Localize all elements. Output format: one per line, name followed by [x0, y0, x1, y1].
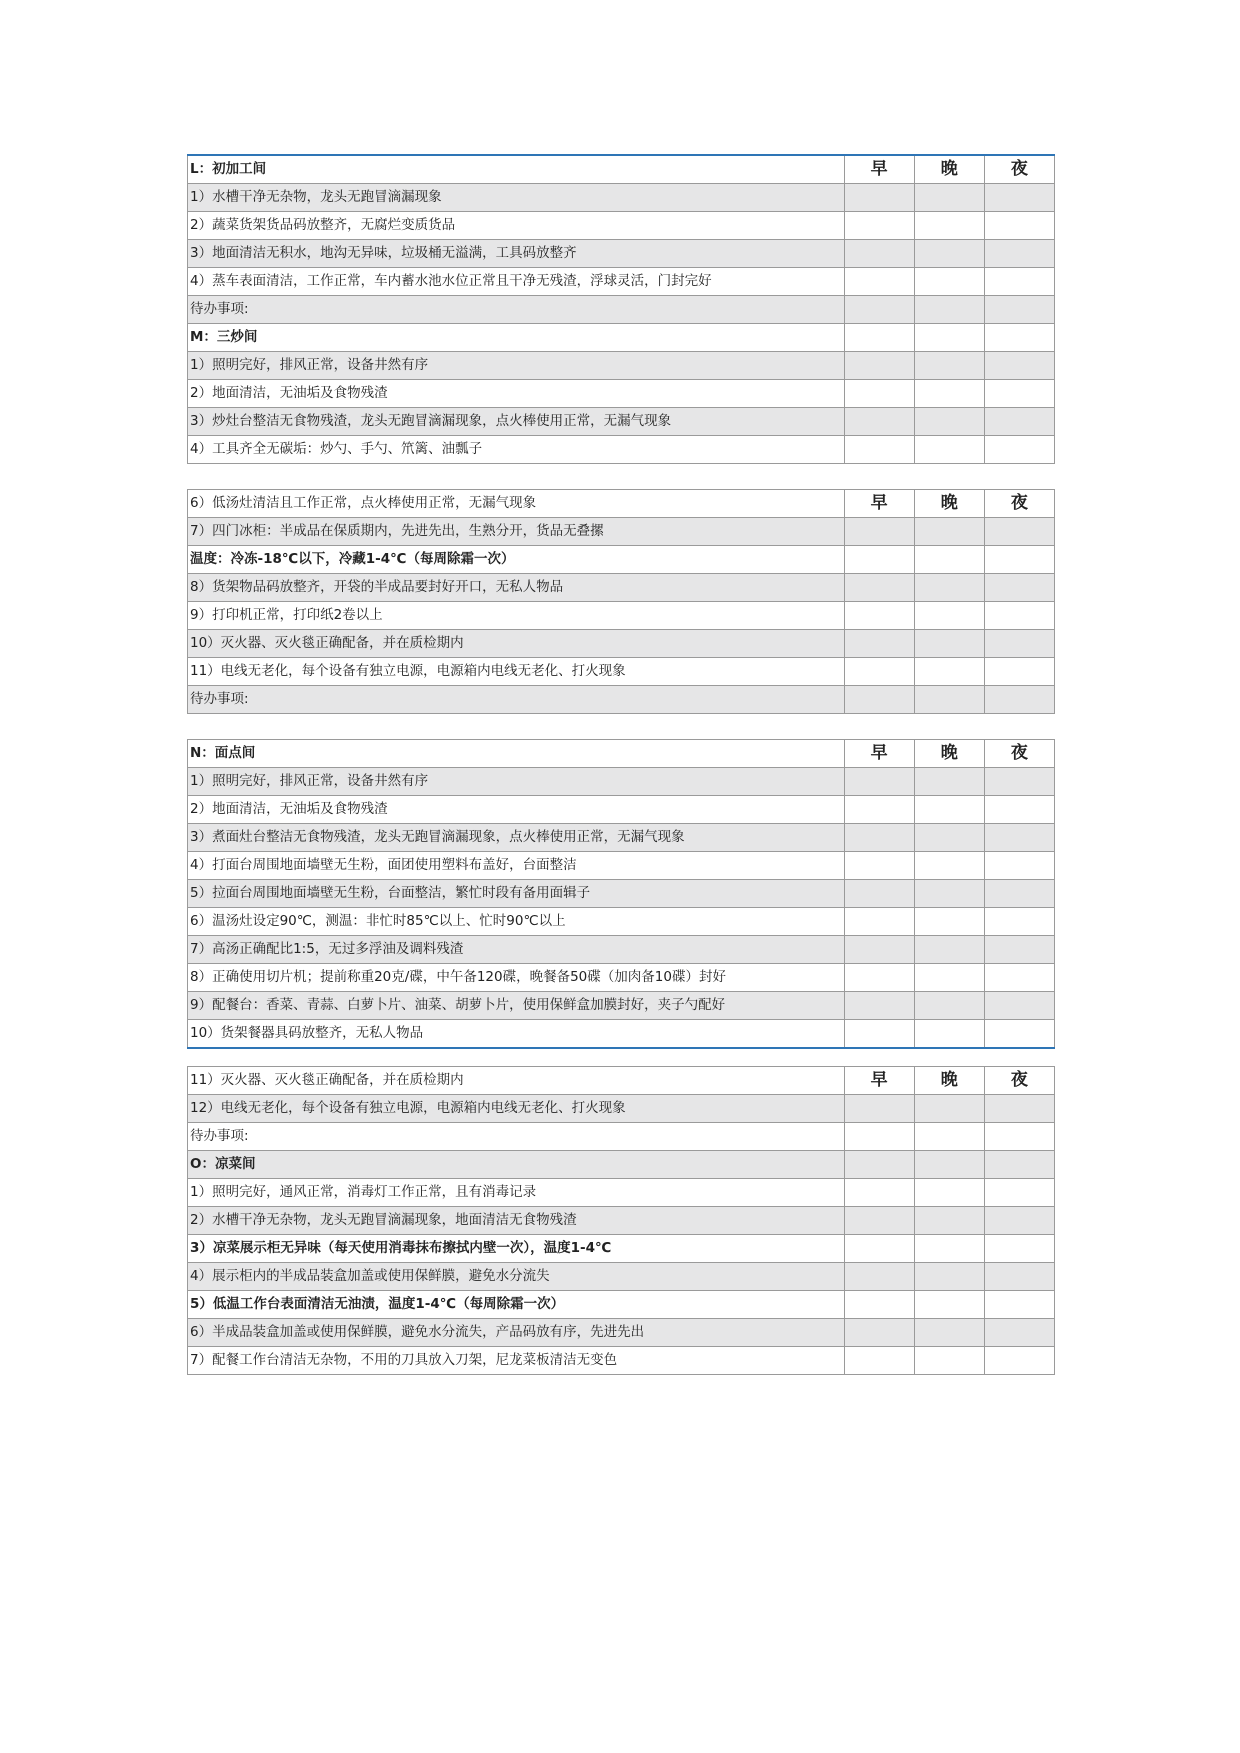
shift-check-cell[interactable]: [984, 908, 1054, 936]
table-row: [188, 296, 1055, 324]
table-row: [188, 1179, 1055, 1207]
shift-check-cell[interactable]: [844, 574, 914, 602]
shift-check-cell[interactable]: [844, 768, 914, 796]
checklist-item-label: O：凉菜间: [188, 1151, 845, 1179]
shift-check-cell[interactable]: [984, 658, 1054, 686]
shift-check-cell[interactable]: [984, 268, 1054, 296]
table-header-row: [188, 490, 1055, 518]
table-row: [188, 880, 1055, 908]
shift-header: 晚: [914, 490, 984, 518]
checklist-table-l-m: [187, 154, 1055, 464]
shift-check-cell[interactable]: [844, 184, 914, 212]
shift-check-cell[interactable]: [914, 908, 984, 936]
shift-check-cell[interactable]: [844, 546, 914, 574]
shift-check-cell[interactable]: [914, 1291, 984, 1319]
shift-check-cell[interactable]: [844, 518, 914, 546]
shift-check-cell[interactable]: [844, 1319, 914, 1347]
checklist-item-label: 9）配餐台：香菜、青蒜、白萝卜片、油菜、胡萝卜片，使用保鲜盒加膜封好，夹子勺配好: [188, 992, 845, 1020]
section-heading: L：初加工间: [188, 155, 845, 184]
shift-check-cell[interactable]: [914, 658, 984, 686]
checklist-item-label: 3）煮面灶台整洁无食物残渣，龙头无跑冒滴漏现象，点火棒使用正常，无漏气现象: [188, 824, 845, 852]
shift-check-cell[interactable]: [984, 1319, 1054, 1347]
checklist-item-label: 4）蒸车表面清洁，工作正常，车内蓄水池水位正常且干净无残渣，浮球灵活，门封完好: [188, 268, 845, 296]
shift-check-cell[interactable]: [914, 1263, 984, 1291]
table-row: [188, 936, 1055, 964]
checklist-item-label: 2）地面清洁，无油垢及食物残渣: [188, 796, 845, 824]
checklist-item-label: 1）照明完好，通风正常，消毒灯工作正常，且有消毒记录: [188, 1179, 845, 1207]
shift-check-cell[interactable]: [914, 546, 984, 574]
shift-check-cell[interactable]: [914, 824, 984, 852]
shift-check-cell[interactable]: [984, 1095, 1054, 1123]
shift-check-cell[interactable]: [844, 686, 914, 714]
shift-check-cell[interactable]: [914, 630, 984, 658]
checklist-item-label: 温度：冷冻-18℃以下，冷藏1-4℃（每周除霜一次）: [188, 546, 845, 574]
checklist-item-label: 11）电线无老化，每个设备有独立电源，电源箱内电线无老化、打火现象: [188, 658, 845, 686]
shift-check-cell[interactable]: [844, 936, 914, 964]
shift-check-cell[interactable]: [984, 380, 1054, 408]
shift-check-cell[interactable]: [844, 852, 914, 880]
shift-check-cell[interactable]: [844, 964, 914, 992]
section-heading: N：面点间: [188, 740, 845, 768]
shift-check-cell[interactable]: [844, 240, 914, 268]
shift-check-cell[interactable]: [984, 796, 1054, 824]
checklist-table-m-cont: [187, 489, 1055, 714]
shift-check-cell[interactable]: [984, 1291, 1054, 1319]
checklist-item-label: 6）半成品装盒加盖或使用保鲜膜，避免水分流失，产品码放有序，先进先出: [188, 1319, 845, 1347]
shift-check-cell[interactable]: [914, 768, 984, 796]
checklist-item-label: 7）配餐工作台清洁无杂物，不用的刀具放入刀架，尼龙菜板清洁无变色: [188, 1347, 845, 1375]
shift-check-cell[interactable]: [844, 324, 914, 352]
checklist-item-label: 10）灭火器、灭火毯正确配备，并在质检期内: [188, 630, 845, 658]
checklist-item-label: 8）货架物品码放整齐，开袋的半成品要封好开口，无私人物品: [188, 574, 845, 602]
shift-check-cell[interactable]: [914, 380, 984, 408]
shift-check-cell[interactable]: [914, 1020, 984, 1049]
table-row: [188, 574, 1055, 602]
table-row: [188, 686, 1055, 714]
shift-check-cell[interactable]: [844, 992, 914, 1020]
checklist-item-label: 3）凉菜展示柜无异味（每天使用消毒抹布擦拭内壁一次），温度1-4℃: [188, 1235, 845, 1263]
shift-check-cell[interactable]: [984, 518, 1054, 546]
shift-check-cell[interactable]: [914, 408, 984, 436]
shift-check-cell[interactable]: [984, 936, 1054, 964]
shift-check-cell[interactable]: [844, 1123, 914, 1151]
shift-check-cell[interactable]: [984, 574, 1054, 602]
shift-check-cell[interactable]: [984, 352, 1054, 380]
table-row: [188, 1207, 1055, 1235]
table-row: [188, 796, 1055, 824]
shift-check-cell[interactable]: [984, 992, 1054, 1020]
table-row: [188, 1020, 1055, 1049]
shift-check-cell[interactable]: [914, 352, 984, 380]
shift-check-cell[interactable]: [984, 1179, 1054, 1207]
table-row: [188, 212, 1055, 240]
table-row: [188, 1123, 1055, 1151]
shift-check-cell[interactable]: [914, 964, 984, 992]
shift-check-cell[interactable]: [914, 268, 984, 296]
shift-check-cell[interactable]: [914, 796, 984, 824]
shift-check-cell[interactable]: [984, 324, 1054, 352]
table-row: [188, 852, 1055, 880]
shift-header: 夜: [984, 155, 1054, 184]
shift-check-cell[interactable]: [984, 1263, 1054, 1291]
checklist-table-n-o: [187, 1066, 1055, 1375]
checklist-item-label: 12）电线无老化，每个设备有独立电源，电源箱内电线无老化、打火现象: [188, 1095, 845, 1123]
shift-check-cell[interactable]: [844, 436, 914, 464]
shift-check-cell[interactable]: [914, 240, 984, 268]
shift-check-cell[interactable]: [914, 1151, 984, 1179]
shift-check-cell[interactable]: [914, 436, 984, 464]
checklist-item-label: 3）地面清洁无积水，地沟无异味，垃圾桶无溢满，工具码放整齐: [188, 240, 845, 268]
shift-check-cell[interactable]: [844, 1263, 914, 1291]
shift-check-cell[interactable]: [914, 1235, 984, 1263]
section-heading: 6）低汤灶清洁且工作正常，点火棒使用正常，无漏气现象: [188, 490, 845, 518]
shift-check-cell[interactable]: [984, 768, 1054, 796]
shift-check-cell[interactable]: [914, 880, 984, 908]
shift-check-cell[interactable]: [914, 1123, 984, 1151]
checklist-item-label: 2）水槽干净无杂物，龙头无跑冒滴漏现象，地面清洁无食物残渣: [188, 1207, 845, 1235]
shift-check-cell[interactable]: [844, 212, 914, 240]
shift-header: 早: [844, 740, 914, 768]
checklist-item-label: 4）打面台周围地面墙壁无生粉，面团使用塑料布盖好，台面整洁: [188, 852, 845, 880]
shift-check-cell[interactable]: [844, 296, 914, 324]
shift-header: 夜: [984, 1067, 1054, 1095]
shift-check-cell[interactable]: [914, 212, 984, 240]
shift-check-cell[interactable]: [844, 824, 914, 852]
checklist-item-label: 2）地面清洁，无油垢及食物残渣: [188, 380, 845, 408]
checklist-item-label: 1）照明完好，排风正常，设备井然有序: [188, 352, 845, 380]
table-row: [188, 992, 1055, 1020]
shift-check-cell[interactable]: [844, 1235, 914, 1263]
shift-check-cell[interactable]: [844, 268, 914, 296]
checklist-item-label: 7）四门冰柜：半成品在保质期内，先进先出，生熟分开，货品无叠摞: [188, 518, 845, 546]
shift-check-cell[interactable]: [844, 658, 914, 686]
table-row: [188, 1235, 1055, 1263]
checklist-item-label: 2）蔬菜货架货品码放整齐，无腐烂变质货品: [188, 212, 845, 240]
checklist-item-label: 待办事项:: [188, 296, 845, 324]
shift-check-cell[interactable]: [984, 296, 1054, 324]
table-row: [188, 352, 1055, 380]
table-row: [188, 1263, 1055, 1291]
shift-check-cell[interactable]: [914, 602, 984, 630]
shift-check-cell[interactable]: [844, 880, 914, 908]
checklist-item-label: 待办事项:: [188, 1123, 845, 1151]
shift-check-cell[interactable]: [984, 1347, 1054, 1375]
shift-check-cell[interactable]: [984, 408, 1054, 436]
shift-check-cell[interactable]: [844, 630, 914, 658]
table-row: [188, 546, 1055, 574]
table-row: [188, 964, 1055, 992]
shift-header: 早: [844, 1067, 914, 1095]
shift-check-cell[interactable]: [844, 1095, 914, 1123]
table-row: [188, 184, 1055, 212]
shift-check-cell[interactable]: [844, 352, 914, 380]
shift-check-cell[interactable]: [984, 1235, 1054, 1263]
table-row: [188, 1151, 1055, 1179]
table-row: [188, 908, 1055, 936]
shift-header: 夜: [984, 740, 1054, 768]
shift-header: 晚: [914, 155, 984, 184]
shift-check-cell[interactable]: [984, 686, 1054, 714]
section-heading: 11）灭火器、灭火毯正确配备，并在质检期内: [188, 1067, 845, 1095]
checklist-item-label: 3）炒灶台整洁无食物残渣，龙头无跑冒滴漏现象，点火棒使用正常，无漏气现象: [188, 408, 845, 436]
shift-check-cell[interactable]: [984, 1151, 1054, 1179]
shift-check-cell[interactable]: [844, 796, 914, 824]
shift-check-cell[interactable]: [984, 602, 1054, 630]
table-row: [188, 1095, 1055, 1123]
table-header-row: [188, 740, 1055, 768]
table-row: [188, 602, 1055, 630]
shift-check-cell[interactable]: [914, 852, 984, 880]
checklist-item-label: 9）打印机正常，打印纸2卷以上: [188, 602, 845, 630]
table-row: [188, 324, 1055, 352]
shift-check-cell[interactable]: [914, 936, 984, 964]
table-row: [188, 436, 1055, 464]
shift-check-cell[interactable]: [844, 1347, 914, 1375]
shift-check-cell[interactable]: [984, 824, 1054, 852]
shift-check-cell[interactable]: [984, 212, 1054, 240]
table-row: [188, 1291, 1055, 1319]
table-header-row: [188, 1067, 1055, 1095]
checklist-item-label: 5）低温工作台表面清洁无油渍，温度1-4℃（每周除霜一次）: [188, 1291, 845, 1319]
checklist-item-label: 4）工具齐全无碳垢：炒勺、手勺、笊篱、油瓢子: [188, 436, 845, 464]
shift-check-cell[interactable]: [844, 1151, 914, 1179]
table-row: [188, 240, 1055, 268]
shift-check-cell[interactable]: [914, 1179, 984, 1207]
shift-check-cell[interactable]: [984, 436, 1054, 464]
shift-check-cell[interactable]: [914, 518, 984, 546]
table-row: [188, 658, 1055, 686]
checklist-item-label: 1）照明完好，排风正常，设备井然有序: [188, 768, 845, 796]
table-row: [188, 518, 1055, 546]
checklist-item-label: 7）高汤正确配比1:5，无过多浮油及调料残渣: [188, 936, 845, 964]
table-row: [188, 630, 1055, 658]
checklist-item-label: M：三炒间: [188, 324, 845, 352]
checklist-item-label: 8）正确使用切片机；提前称重20克/碟，中午备120碟，晚餐备50碟（加肉备10碟）封好: [188, 964, 845, 992]
checklist-item-label: 5）拉面台周围地面墙壁无生粉，台面整洁，繁忙时段有备用面辑子: [188, 880, 845, 908]
shift-check-cell[interactable]: [984, 184, 1054, 212]
shift-check-cell[interactable]: [984, 546, 1054, 574]
table-header-row: [188, 155, 1055, 184]
shift-check-cell[interactable]: [984, 630, 1054, 658]
shift-check-cell[interactable]: [914, 686, 984, 714]
checklist-item-label: 待办事项:: [188, 686, 845, 714]
shift-header: 夜: [984, 490, 1054, 518]
shift-header: 早: [844, 490, 914, 518]
table-row: [188, 268, 1055, 296]
shift-check-cell[interactable]: [984, 880, 1054, 908]
table-row: [188, 824, 1055, 852]
shift-check-cell[interactable]: [914, 992, 984, 1020]
shift-check-cell[interactable]: [984, 1123, 1054, 1151]
checklist-item-label: 4）展示柜内的半成品装盒加盖或使用保鲜膜，避免水分流失: [188, 1263, 845, 1291]
shift-check-cell[interactable]: [914, 1347, 984, 1375]
shift-check-cell[interactable]: [914, 1207, 984, 1235]
checklist-item-label: 1）水槽干净无杂物，龙头无跑冒滴漏现象: [188, 184, 845, 212]
shift-check-cell[interactable]: [914, 1095, 984, 1123]
shift-check-cell[interactable]: [844, 1179, 914, 1207]
table-row: [188, 1319, 1055, 1347]
shift-check-cell[interactable]: [984, 852, 1054, 880]
shift-check-cell[interactable]: [914, 324, 984, 352]
shift-check-cell[interactable]: [914, 1319, 984, 1347]
table-row: [188, 408, 1055, 436]
table-row: [188, 768, 1055, 796]
checklist-table-n: [187, 739, 1055, 1049]
shift-header: 晚: [914, 1067, 984, 1095]
shift-check-cell[interactable]: [984, 1207, 1054, 1235]
shift-check-cell[interactable]: [844, 380, 914, 408]
shift-check-cell[interactable]: [844, 1207, 914, 1235]
shift-check-cell[interactable]: [844, 408, 914, 436]
shift-check-cell[interactable]: [914, 184, 984, 212]
shift-check-cell[interactable]: [984, 240, 1054, 268]
shift-check-cell[interactable]: [844, 908, 914, 936]
shift-check-cell[interactable]: [984, 1020, 1054, 1049]
shift-check-cell[interactable]: [844, 1020, 914, 1049]
shift-check-cell[interactable]: [914, 296, 984, 324]
shift-check-cell[interactable]: [984, 964, 1054, 992]
checklist-item-label: 10）货架餐器具码放整齐，无私人物品: [188, 1020, 845, 1049]
shift-check-cell[interactable]: [914, 574, 984, 602]
table-row: [188, 1347, 1055, 1375]
checklist-item-label: 6）温汤灶设定90℃，测温：非忙时85℃以上、忙时90℃以上: [188, 908, 845, 936]
shift-check-cell[interactable]: [844, 1291, 914, 1319]
shift-header: 早: [844, 155, 914, 184]
shift-check-cell[interactable]: [844, 602, 914, 630]
shift-header: 晚: [914, 740, 984, 768]
table-row: [188, 380, 1055, 408]
